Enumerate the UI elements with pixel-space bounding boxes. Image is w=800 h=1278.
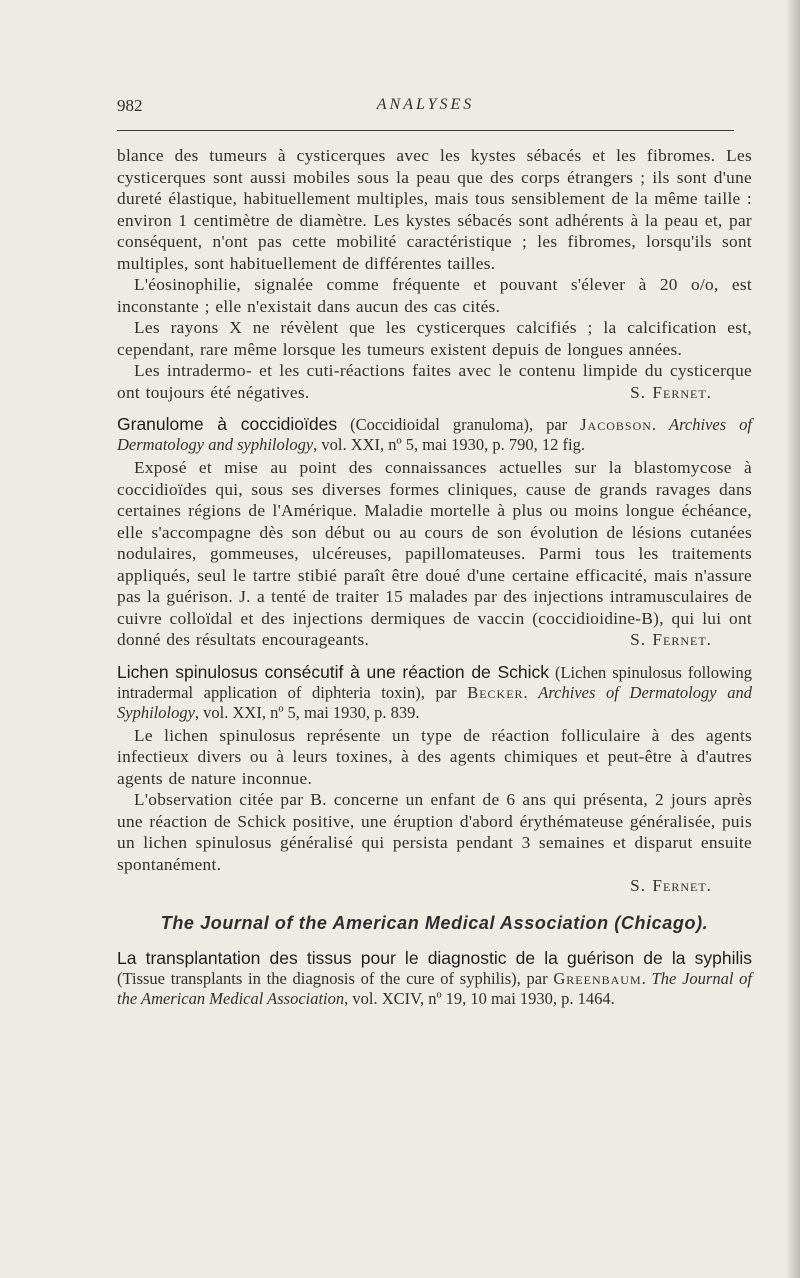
entry-title: La transplantation des tissus pour le diagnostic de la guérison de la syphilis xyxy=(117,947,752,968)
entry-ref-details: , vol. XXI, nº 5, mai 1930, p. 790, 12 fig. xyxy=(313,435,585,454)
entry-text xyxy=(117,457,752,651)
journal-section-heading: The Journal of the American Medical Association (Chicago). xyxy=(160,912,709,933)
entry-journal: The Journal of the American Medical Association xyxy=(117,968,753,1008)
entry-text-1: Le lichen spinulosus représente un type de réaction folliculaire à des agents infectieux divers ou à leurs toxines, à des agents chimiques et peut-être à d'autres agents de nature inconnue. xyxy=(117,725,752,788)
abstract-entry-transplantation xyxy=(117,948,752,1009)
entry-author: Greenbaum xyxy=(553,968,642,988)
entry-text-body: Exposé et mise au point des connaissances actuelles sur la blastomycose à coccidioïdes qui, sous ses diverses formes cliniques, cause de grands ravages dans certaines régions de l'Amérique. Maladie mortelle à plus ou moins longue échéance, elle s'accompagne dès son début ou au cours de son évolution de lésions cutanées nodulaires, gommeuses, ulcéreuses, papillomateuses. Parmi tous les traitements appliqués, seul le tartre stibié paraît être doué d'une certaine efficacité, mais n'assure pas la guérison. J. a tenté de traiter 15 malades par des injections intramusculaires de cuivre colloïdal et des injections dermiques de vaccin (coccidioidine-B), qui lui ont donné des résultats encourageants. xyxy=(117,458,752,649)
entry-title: Lichen spinulosus consécutif à une réaction de Schick xyxy=(117,661,550,682)
header-rule xyxy=(117,130,734,131)
running-head: ANALYSES xyxy=(376,96,475,113)
entry-ref-text: (Tissue transplants in the diagnosis of the cure of syphilis), par xyxy=(117,968,554,988)
entry-ref-text: (Coccidioidal granuloma), par xyxy=(350,415,581,434)
entry-title: Granulome à coccidioïdes xyxy=(117,414,338,434)
abstract-entry-lichen xyxy=(117,662,752,897)
entry-ref-text: (Lichen spinulosus following intradermal application of diphteria toxin), par xyxy=(117,662,752,702)
continuation-paragraph-1: blance des tumeurs à cysticerques avec les kystes sébacés et les fibromes. Les cysticerques sont aussi mobiles sous la peau que des corps étrangers ; ils sont d'une dureté élastique, habituellement multiples, mais tous sensiblement de la même taille : environ 1 centimètre de diamètre. Les kystes sébacés sont adhérents à la peau et, par conséquent, n'ont pas cette mobilité caractéristique ; les fibromes, lorsqu'ils sont multiples, sont habituellement de différentes tailles. xyxy=(117,146,752,273)
entry-author: Jacobson xyxy=(580,415,652,434)
signature: S. Fernet. xyxy=(630,382,712,402)
signature: S. Fernet. xyxy=(630,876,712,895)
entry-ref-details: , vol. XCIV, nº 19, 10 mai 1930, p. 1464. xyxy=(344,988,615,1008)
signature: S. Fernet. xyxy=(630,630,712,649)
entry-heading xyxy=(117,948,752,1009)
entry-journal: Archives of Dermatology and syphilology xyxy=(117,415,752,454)
entry-journal: Archives of Dermatology and Syphilology xyxy=(117,682,752,722)
continuation-paragraph-3: Les rayons X ne révèlent que les cysticerques calcifiés ; la calcification est, cependant, rare même lorsque les tumeurs existent depuis de longues années. xyxy=(117,318,752,359)
continuation-text-4: Les intradermo- et les cuti-réactions faites avec le contenu limpide du cysticerque ont toujours été négatives. xyxy=(117,361,752,402)
page-edge-shadow xyxy=(786,0,800,1278)
entry-ref-sep: . xyxy=(641,968,652,988)
entry-heading xyxy=(117,662,752,723)
page-body xyxy=(117,145,752,1011)
entry-ref-details: , vol. XXI, nº 5, mai 1930, p. 839. xyxy=(194,702,420,722)
entry-ref-sep: . xyxy=(651,415,670,434)
page-number: 982 xyxy=(117,96,143,115)
entry-heading xyxy=(117,414,752,455)
abstract-entry-granulome xyxy=(117,414,752,651)
continuation-paragraph-2: L'éosinophilie, signalée comme fréquente et pouvant s'élever à 20 o/o, est inconstante ; elle n'existait dans aucun des cas cités. xyxy=(117,275,752,316)
entry-ref-sep: . xyxy=(523,682,539,702)
page-header xyxy=(117,96,734,120)
entry-text-2: L'observation citée par B. concerne un enfant de 6 ans qui présenta, 2 jours après une réaction de Schick positive, une éruption d'abord érythémateuse généralisée, puis un lichen spinulosus généralisé qui persista pendant 3 semaines et disparut ensuite spontanément. xyxy=(117,790,752,874)
entry-author: Becker xyxy=(467,682,524,702)
continuation-paragraph-4 xyxy=(117,360,752,403)
